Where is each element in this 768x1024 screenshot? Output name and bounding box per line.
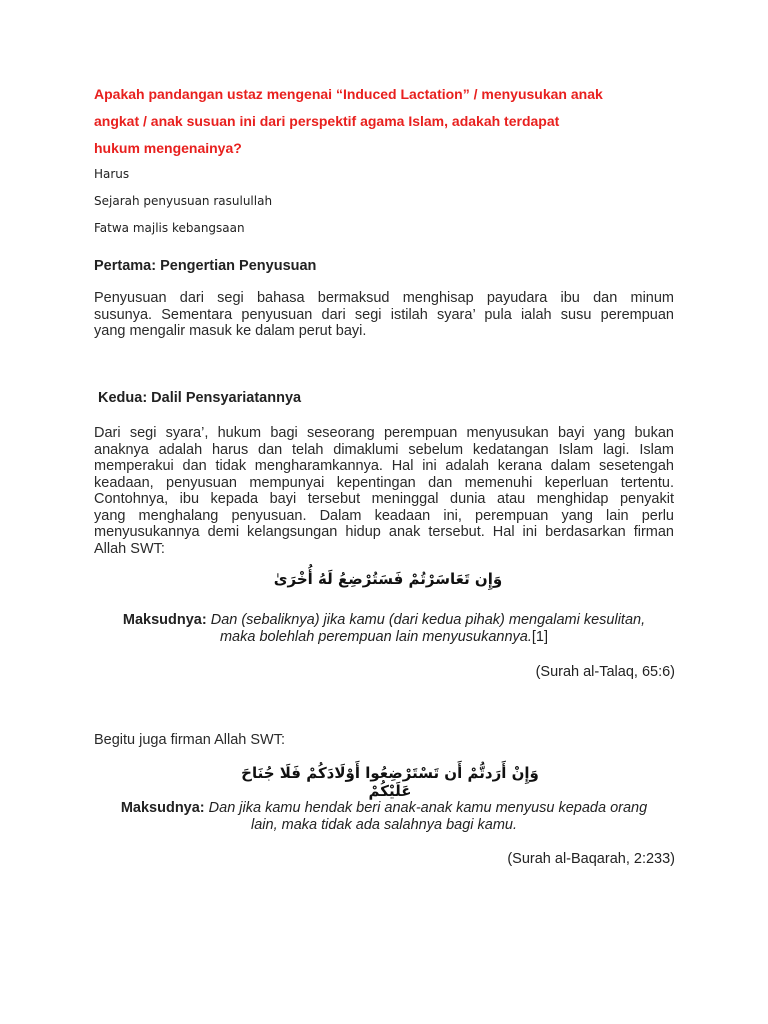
section1-line: susunya. Sementara penyusuan dari segi istilah syara’ pula ialah susu perempuan <box>94 306 674 323</box>
question-line-1: Apakah pandangan ustaz mengenai “Induced Lactation” / menyusukan anak <box>94 86 603 102</box>
section2-line: Dari segi syara’, hukum bagi seseorang perempuan menyusukan bayi yang bukan <box>94 425 674 441</box>
maksud-1-label: Maksudnya: <box>122 612 207 628</box>
section2-heading: Kedua: Dalil Pensyariatannya <box>98 390 302 406</box>
section2-line: Allah SWT: <box>94 540 165 557</box>
maksud-2-line-1: Dan jika kamu hendak beri anak-anak kamu menyusu kepada orang <box>208 800 648 816</box>
section1-heading: Pertama: Pengertian Penyusuan <box>94 258 317 274</box>
maksud-2-label: Maksudnya: <box>120 800 205 816</box>
note-fatwa: Fatwa majlis kebangsaan <box>94 221 245 235</box>
maksud-1 <box>94 612 674 646</box>
section2-line: anaknya adalah harus dan telah dimaklumi sebelum kedatangan Islam lagi. Islam <box>94 441 674 458</box>
maksud-1-line-2: maka bolehlah perempuan lain menyusukannya. <box>219 629 532 645</box>
section1-line: Penyusuan dari segi bahasa bermaksud menghisap payudara ibu dan minum <box>94 290 674 306</box>
question-line-3: hukum mengenainya? <box>94 140 242 156</box>
section2-line: menyusukannya demi kelangsungan hidup anak tersebut. Hal ini berdasarkan firman <box>94 524 674 540</box>
section1-paragraph <box>94 290 674 340</box>
note-harus: Harus <box>94 167 130 181</box>
maksud-2 <box>94 800 674 834</box>
reference-talaq: (Surah al-Talaq, 65:6) <box>535 664 675 680</box>
section2-line: yang menghalang penyusuan. Dalam keadaan ini, perempuan yang lain perlu <box>94 507 674 524</box>
section2-paragraph <box>94 425 674 557</box>
section2-line: Contohnya, ibu kepada bayi tersebut meninggal dunia atau menghidap penyakit <box>94 491 674 507</box>
note-sejarah: Sejarah penyusuan rasulullah <box>94 194 273 208</box>
question-line-2: angkat / anak susuan ini dari perspektif agama Islam, adakah terdapat <box>94 113 560 129</box>
maksud-2-line-2: lain, maka tidak ada salahnya bagi kamu. <box>251 817 517 833</box>
maksud-1-line-1: Dan (sebaliknya) jika kamu (dari kedua pihak) mengalami kesulitan, <box>210 612 646 628</box>
section2-line: keadaan, penyusuan mempunyai kepentingan dan memenuhi keperluan tertentu. <box>94 474 674 491</box>
arabic-verse-2: وَإِنْ أَرَدتُّمْ أَن تَسْتَرْضِعُوا أَوْلَادَكُمْ فَلَا جُنَاحَ عَلَيْكُمْ <box>241 764 539 800</box>
section2-line: memperakui dan tidak mengharamkannya. Hal ini adalah kerana dalam sesetengah <box>94 458 674 474</box>
section1-line: yang mengalir masuk ke dalam perut bayi. <box>94 323 367 339</box>
arabic-verse-1: وَإِن تَعَاسَرْتُمْ فَسَتُرْضِعُ لَهُ أُخْرَىٰ <box>273 570 503 588</box>
reference-baqarah: (Surah al-Baqarah, 2:233) <box>507 851 675 867</box>
footnote-link[interactable]: [1] <box>531 629 549 645</box>
begitu-line: Begitu juga firman Allah SWT: <box>94 732 286 748</box>
